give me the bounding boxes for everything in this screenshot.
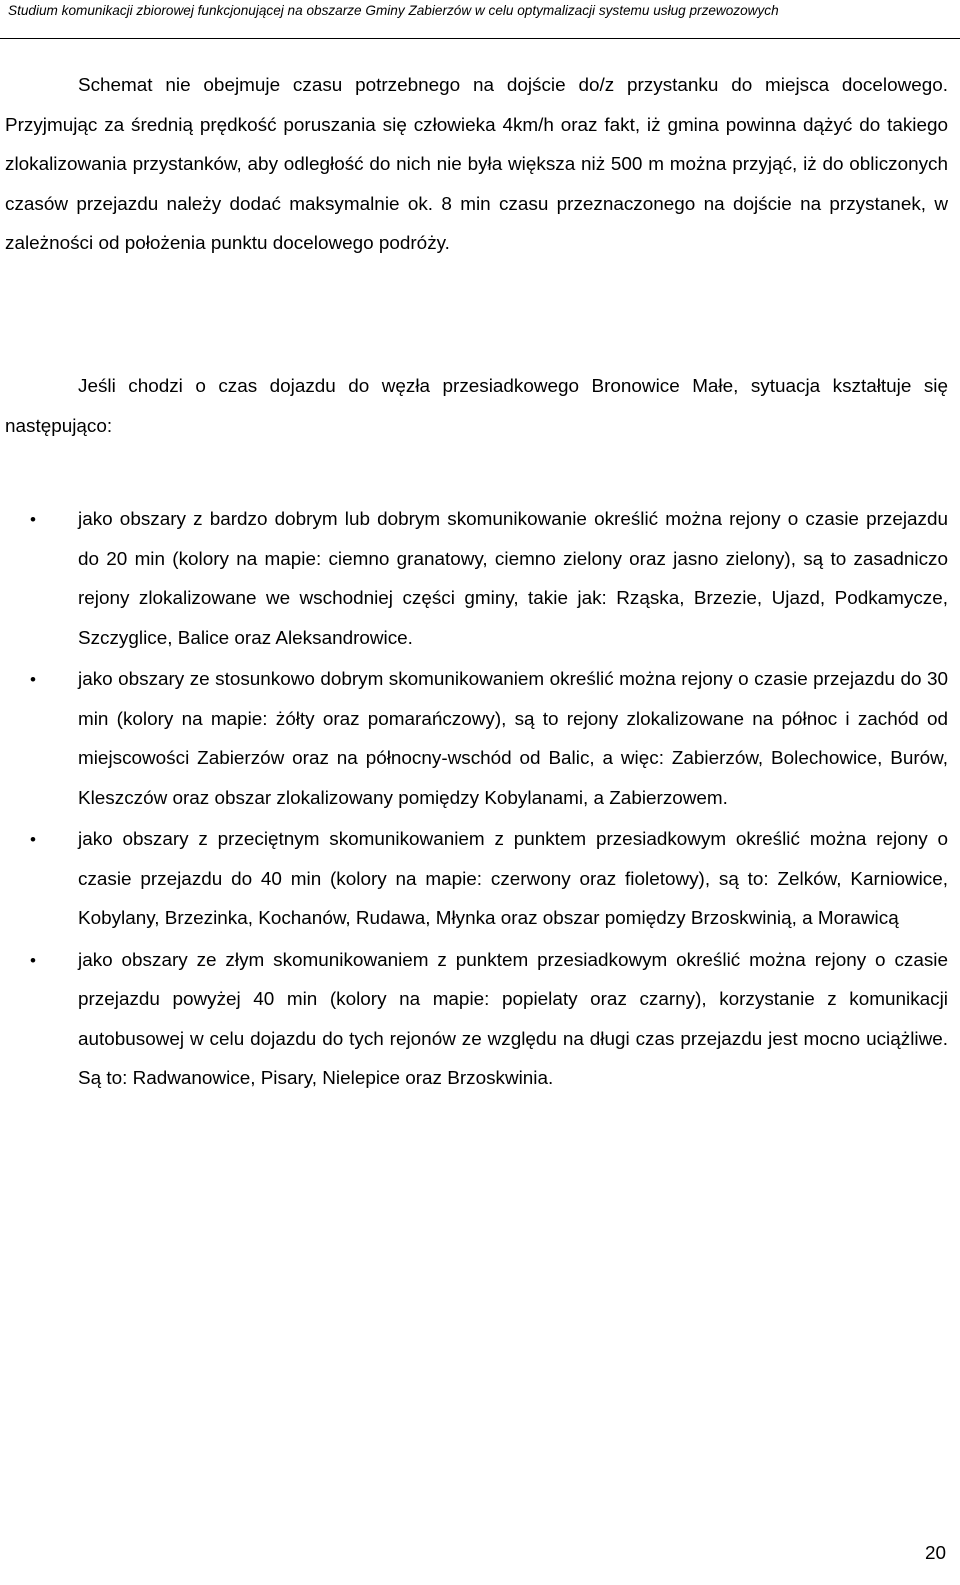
bullet-icon: •: [30, 950, 36, 970]
page-number: 20: [924, 1543, 946, 1564]
document-title: Studium komunikacji zbiorowej funkcjonującej na obszarze Gminy Zabierzów w celu optymalizacji systemu usług przewozowych: [8, 3, 779, 18]
bullet-icon: •: [30, 510, 36, 529]
list-item-text: jako obszary ze stosunkowo dobrym skomunikowaniem określić można rejony o czasie przejazdu do 30 min (kolory na mapie: żółty oraz pomarańczowy), są to rejony zlokalizowane na północ i zachód od miejscowości Zabierzów oraz na północny-wschód od Balic, a więc: Zabierzów, Bolechowice, Burów, Kleszczów oraz obszar zlokalizowany pomiędzy Kobylanami, a Zabierzowem.: [78, 669, 948, 809]
list-item-text: jako obszary ze złym skomunikowaniem z punktem przesiadkowym określić można rejony o czasie przejazdu powyżej 40 min (kolory na mapie: popielaty oraz czarny), korzystanie z komunikacji autobusowej w celu dojazdu do tych rejonów ze względu na długi czas przejazdu jest mocno uciążliwe. Są to: Radwanowice, Pisary, Nielepice oraz Brzoskwinia.: [78, 949, 948, 1089]
list-item-text: jako obszary z bardzo dobrym lub dobrym skomunikowanie określić można rejony o czasie przejazdu do 20 min (kolory na mapie: ciemno granatowy, ciemno zielony oraz jasno zielony), są to zasadniczo rejony zlokalizowane we wschodniej części gminy, takie jak: Rząska, Brzezie, Ujazd, Podkamycze, Szczyglice, Balice oraz Aleksandrowice.: [78, 509, 948, 649]
body-paragraph-walking-time: Schemat nie obejmuje czasu potrzebnego na dojście do/z przystanku do miejsca docelowego. Przyjmując za średnią prędkość poruszania się człowieka 4km/h oraz fakt, iż gmina powinna dążyć do takiego zlokalizowania przystanków, aby odległość do nich nie była większa niż 500 m można przyjąć, iż do obliczonych czasów przejazdu należy dodać maksymalnie ok. 8 min czasu przeznaczonego na dojście na przystanek, w zależności od położenia punktu docelowego podróży.: [5, 75, 948, 254]
body-paragraph-bronowice-intro: Jeśli chodzi o czas dojazdu do węzła przesiadkowego Bronowice Małe, sytuacja kształtuje się następująco:: [5, 376, 948, 437]
list-item-very-good: [0, 500, 948, 658]
list-item-text: jako obszary z przeciętnym skomunikowaniem z punktem przesiadkowym określić można rejony o czasie przejazdu do 40 min (kolory na mapie: czerwony oraz fioletowy), są to: Zelków, Karniowice, Kobylany, Brzezinka, Kochanów, Rudawa, Młynka oraz obszar pomiędzy Brzoskwinią, a Morawicą: [78, 829, 948, 929]
bullet-icon: •: [30, 670, 36, 689]
list-item-poor: [0, 941, 948, 1099]
accessibility-category-list: [0, 500, 960, 1101]
list-item-fairly-good: [0, 660, 948, 818]
bullet-icon: •: [30, 830, 36, 849]
page-header: [0, 0, 960, 39]
list-item-average: [0, 820, 948, 939]
